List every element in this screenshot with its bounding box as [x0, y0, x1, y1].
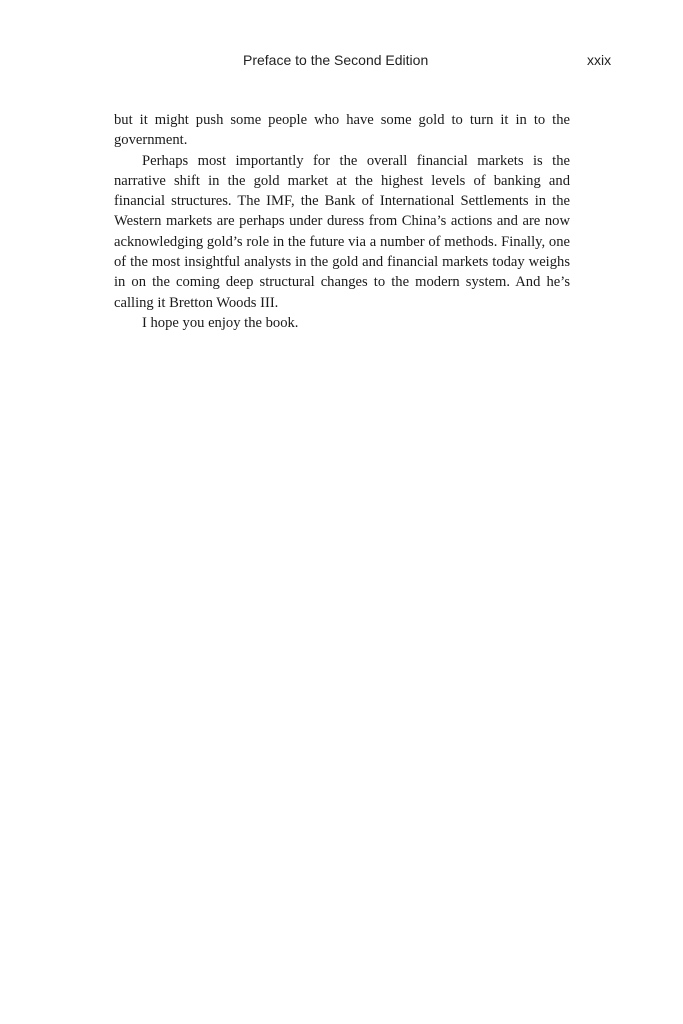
running-head-title: Preface to the Second Edition — [243, 52, 429, 68]
paragraph: Perhaps most importantly for the overall financial markets is the narrative shift in the gold market at the highest levels of banking and financial structures. The IMF, the Bank of International Settlements in the Western markets are perhaps under duress from China’s actions and are now acknowledging gold’s role in the future via a number of methods. Finally, one of the most insightful analysts in the gold and financial markets today weighs in on the coming deep structural changes to the modern system. And he’s calling it Bretton Woods III. — [114, 152, 570, 311]
running-head — [0, 52, 683, 72]
page-number: xxix — [587, 52, 612, 68]
body-text — [114, 110, 570, 333]
paragraph-closing: I hope you enjoy the book. — [142, 314, 299, 331]
paragraph-continued: but it might push some people who have some gold to turn it in to the government. — [114, 112, 570, 149]
